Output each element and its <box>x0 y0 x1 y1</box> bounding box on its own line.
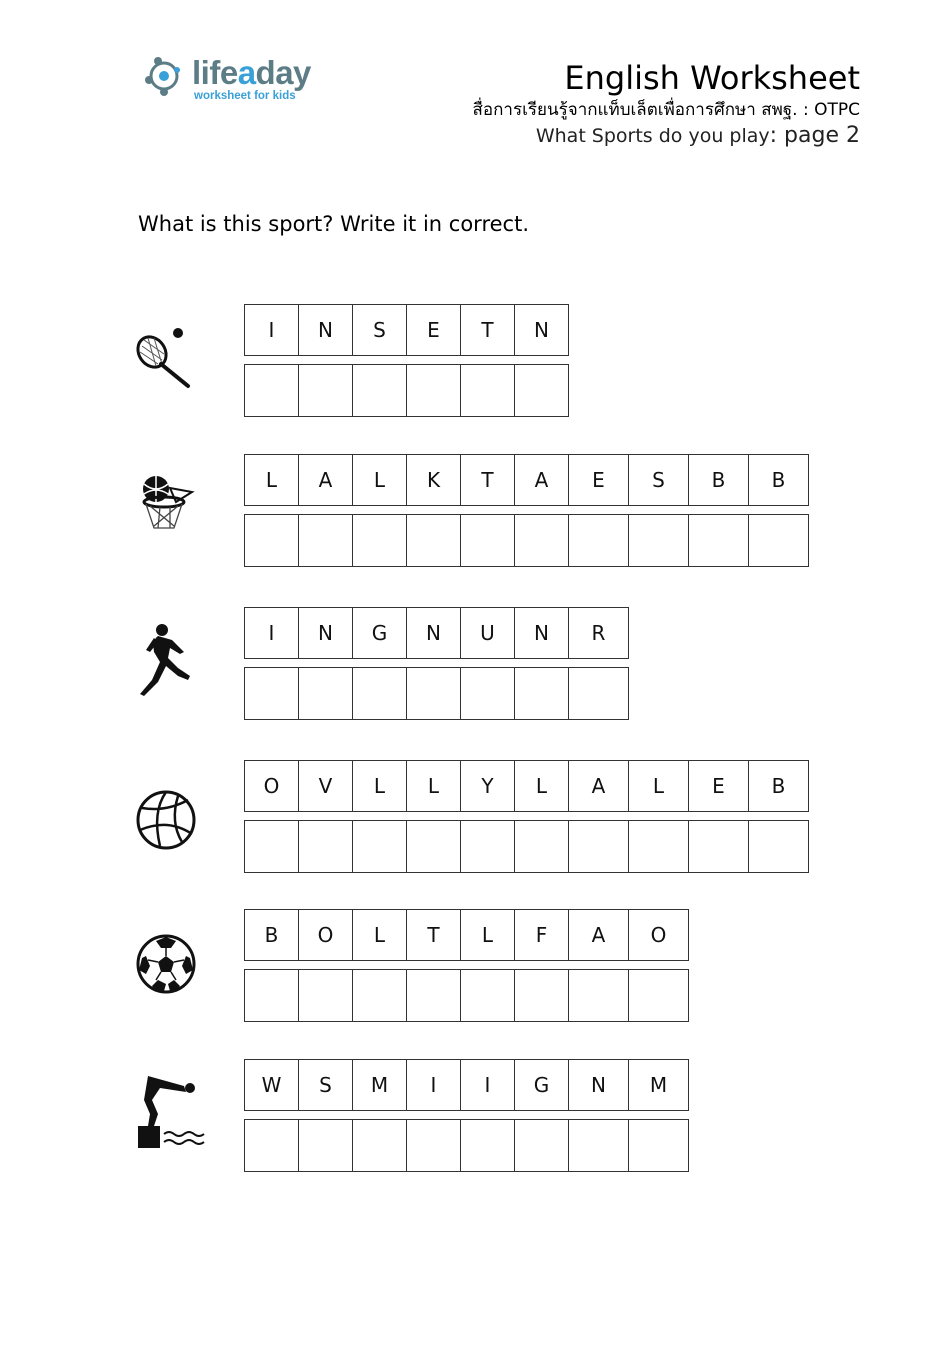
letter-cell: E <box>568 454 629 506</box>
answer-cell[interactable] <box>514 820 569 873</box>
answer-boxes <box>244 667 629 720</box>
answer-cell[interactable] <box>514 1119 569 1172</box>
answer-cell[interactable] <box>628 820 689 873</box>
basketball-hoop-icon <box>130 472 210 552</box>
letter-cell: A <box>514 454 569 506</box>
scrambled-letters <box>244 607 629 659</box>
answer-cell[interactable] <box>460 820 515 873</box>
letter-cell: F <box>514 909 569 961</box>
answer-boxes <box>244 969 689 1022</box>
letter-cell: M <box>352 1059 407 1111</box>
letter-cell: L <box>460 909 515 961</box>
answer-cell[interactable] <box>352 514 407 567</box>
letter-cell: I <box>244 304 299 356</box>
answer-cell[interactable] <box>406 969 461 1022</box>
answer-cell[interactable] <box>298 820 353 873</box>
tennis-racket-icon <box>130 322 210 402</box>
answer-cell[interactable] <box>244 667 299 720</box>
page-label: What Sports do you play: page 2 <box>535 123 860 148</box>
letter-cell: B <box>748 760 809 812</box>
answer-cell[interactable] <box>298 514 353 567</box>
answer-boxes <box>244 514 809 567</box>
letter-cell: N <box>406 607 461 659</box>
letter-cell: T <box>460 304 515 356</box>
letter-cell: N <box>298 607 353 659</box>
letter-cell: L <box>352 909 407 961</box>
letter-cell: T <box>460 454 515 506</box>
letter-cell: N <box>568 1059 629 1111</box>
answer-cell[interactable] <box>460 667 515 720</box>
letter-cell: K <box>406 454 461 506</box>
instruction-text: What is this sport? Write it in correct. <box>138 212 529 236</box>
answer-cell[interactable] <box>628 1119 689 1172</box>
letter-cell: L <box>352 454 407 506</box>
answer-cell[interactable] <box>298 969 353 1022</box>
letter-cell: N <box>298 304 353 356</box>
answer-cell[interactable] <box>568 514 629 567</box>
letter-cell: S <box>298 1059 353 1111</box>
scrambled-letters <box>244 909 689 961</box>
letter-cell: A <box>568 760 629 812</box>
letter-cell: R <box>568 607 629 659</box>
answer-cell[interactable] <box>244 820 299 873</box>
answer-cell[interactable] <box>460 514 515 567</box>
letter-cell: N <box>514 607 569 659</box>
letter-cell: A <box>568 909 629 961</box>
letter-cell: M <box>628 1059 689 1111</box>
answer-boxes <box>244 364 569 417</box>
answer-cell[interactable] <box>244 514 299 567</box>
answer-cell[interactable] <box>352 364 407 417</box>
worksheet-subtitle: สื่อการเรียนรู้จากแท็บเล็ตเพื่อการศึกษา สพฐ. : OTPC <box>472 100 860 120</box>
soccer-ball-icon <box>130 928 210 1008</box>
letter-cell: N <box>514 304 569 356</box>
letter-cell: W <box>244 1059 299 1111</box>
answer-cell[interactable] <box>244 1119 299 1172</box>
runner-icon <box>130 622 210 702</box>
letter-cell: G <box>352 607 407 659</box>
volleyball-icon <box>130 782 210 862</box>
scrambled-letters <box>244 760 809 812</box>
letter-cell: B <box>748 454 809 506</box>
worksheet-title: English Worksheet <box>564 59 860 97</box>
answer-cell[interactable] <box>514 514 569 567</box>
letter-cell: E <box>406 304 461 356</box>
worksheet-header <box>473 58 860 150</box>
letter-cell: B <box>244 909 299 961</box>
letter-cell: G <box>514 1059 569 1111</box>
answer-cell[interactable] <box>406 364 461 417</box>
letter-cell: T <box>406 909 461 961</box>
letter-cell: U <box>460 607 515 659</box>
answer-cell[interactable] <box>406 667 461 720</box>
letter-cell: I <box>460 1059 515 1111</box>
answer-cell[interactable] <box>298 1119 353 1172</box>
swimmer-icon <box>130 1068 210 1148</box>
letter-cell: L <box>628 760 689 812</box>
letter-cell: L <box>244 454 299 506</box>
letter-cell: I <box>406 1059 461 1111</box>
answer-cell[interactable] <box>460 364 515 417</box>
answer-cell[interactable] <box>568 820 629 873</box>
answer-cell[interactable] <box>460 969 515 1022</box>
lifeaday-logo <box>140 52 340 108</box>
answer-cell[interactable] <box>406 514 461 567</box>
scrambled-letters <box>244 304 569 356</box>
letter-cell: L <box>352 760 407 812</box>
answer-cell[interactable] <box>352 667 407 720</box>
answer-cell[interactable] <box>514 364 569 417</box>
letter-cell: V <box>298 760 353 812</box>
answer-cell[interactable] <box>352 820 407 873</box>
answer-cell[interactable] <box>568 1119 629 1172</box>
letter-cell: I <box>244 607 299 659</box>
letter-cell: S <box>628 454 689 506</box>
answer-cell[interactable] <box>244 364 299 417</box>
answer-cell[interactable] <box>748 820 809 873</box>
answer-cell[interactable] <box>748 514 809 567</box>
answer-cell[interactable] <box>568 969 629 1022</box>
answer-cell[interactable] <box>406 1119 461 1172</box>
answer-cell[interactable] <box>688 514 749 567</box>
answer-cell[interactable] <box>628 514 689 567</box>
answer-boxes <box>244 1119 689 1172</box>
logo-tagline: worksheet for kids <box>194 90 296 102</box>
scrambled-letters <box>244 454 809 506</box>
answer-cell[interactable] <box>460 1119 515 1172</box>
letter-cell: S <box>352 304 407 356</box>
answer-cell[interactable] <box>352 969 407 1022</box>
logo-molecule-icon <box>140 52 190 102</box>
letter-cell: Y <box>460 760 515 812</box>
letter-cell: E <box>688 760 749 812</box>
letter-cell: B <box>688 454 749 506</box>
answer-cell[interactable] <box>352 1119 407 1172</box>
letter-cell: O <box>298 909 353 961</box>
letter-cell: O <box>244 760 299 812</box>
letter-cell: O <box>628 909 689 961</box>
answer-cell[interactable] <box>514 969 569 1022</box>
answer-cell[interactable] <box>514 667 569 720</box>
answer-cell[interactable] <box>568 667 629 720</box>
answer-cell[interactable] <box>688 820 749 873</box>
answer-cell[interactable] <box>628 969 689 1022</box>
letter-cell: L <box>406 760 461 812</box>
answer-cell[interactable] <box>406 820 461 873</box>
answer-boxes <box>244 820 809 873</box>
answer-cell[interactable] <box>298 364 353 417</box>
letter-cell: L <box>514 760 569 812</box>
scrambled-letters <box>244 1059 689 1111</box>
logo-wordmark: lifeaday <box>192 54 311 91</box>
letter-cell: A <box>298 454 353 506</box>
answer-cell[interactable] <box>298 667 353 720</box>
answer-cell[interactable] <box>244 969 299 1022</box>
